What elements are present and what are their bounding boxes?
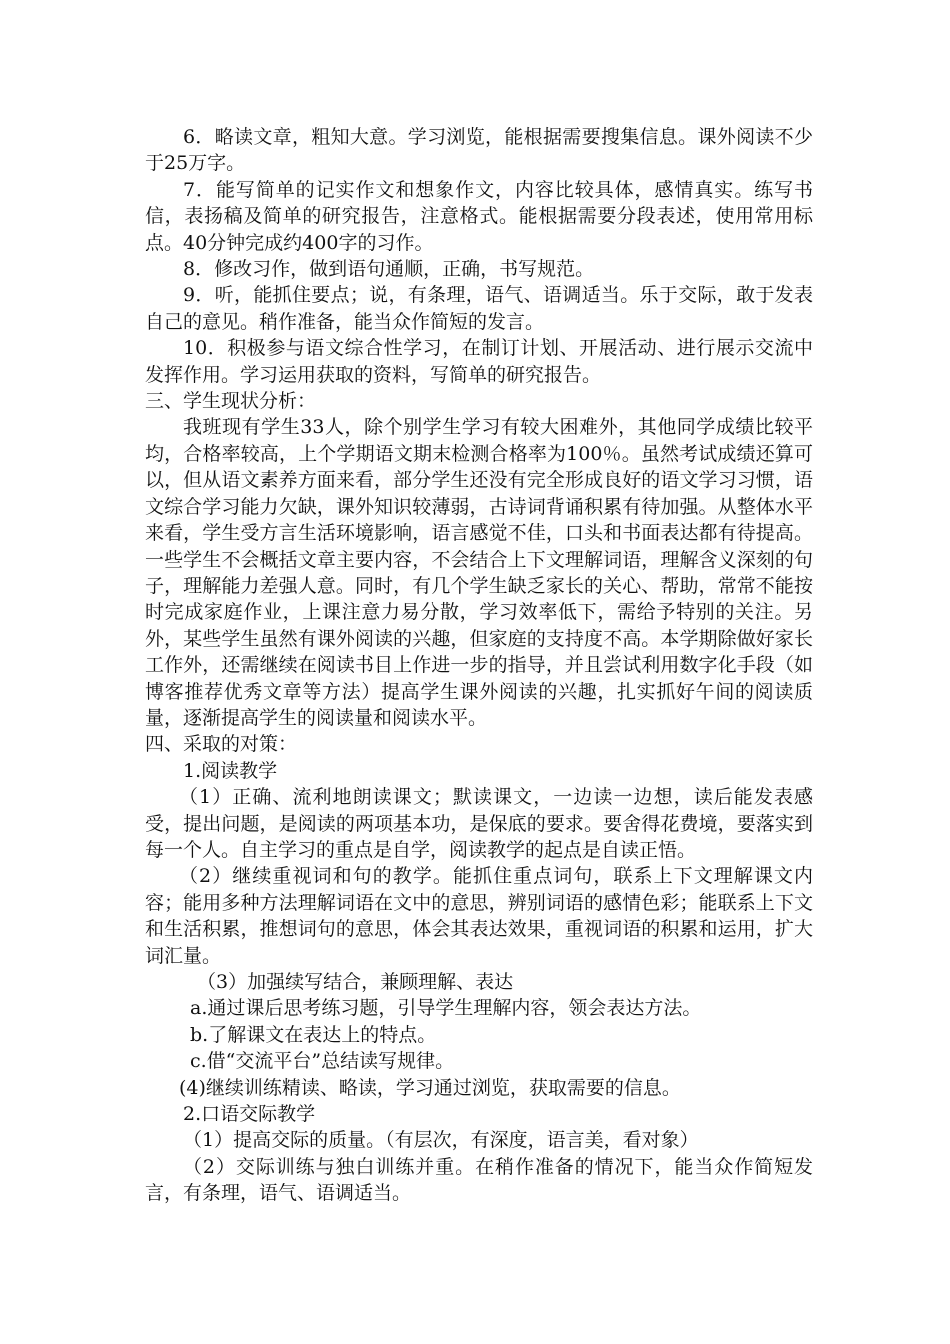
paragraph-item-8: 8．修改习作，做到语句通顺，正确，书写规范。 [183,258,595,281]
paragraph-reading-4: (4)继续训练精读、略读，学习通过浏览，获取需要的信息。 [179,1076,681,1099]
paragraph-reading-3: （3）加强续写结合，兼顾理解、表达 [197,971,514,993]
document-body [145,124,813,1207]
paragraph-item-7: 7．能写简单的记实作文和想象作文，内容比较具体，感情真实。练写书信，表扬稿及简单的研究报告，注意格式。能根据需要分段表述，使用常用标点。40分钟完成约400字的习作。 [145,178,813,254]
paragraph-reading-2: （2）继续重视词和句的教学。能抓住重点词句，联系上下文理解课文内容；能用多种方法理解词语在文中的意思，辨别词语的感情色彩；能联系上下文和生活积累，推想词句的意思，体会其表达效果，重视词语的积累和运用，扩大词汇量。 [145,865,813,967]
paragraph-oral-2: （2）交际训练与独白训练并重。在稍作准备的情况下，能当众作简短发言，有条理，语气、语调适当。 [145,1155,813,1205]
paragraph-item-9: 9．听，能抓住要点；说，有条理，语气、语调适当。乐于交际，敢于发表自己的意见。稍作准备，能当众作简短的发言。 [145,284,813,333]
paragraph-item-10: 10．积极参与语文综合性学习，在制订计划、开展活动、进行展示交流中发挥作用。学习运用获取的资料，写简单的研究报告。 [145,337,813,386]
list-item-c: c.借“交流平台”总结读写规律。 [190,1050,455,1073]
section-heading-measures: 四、采取的对策： [145,733,298,756]
paragraph-student-analysis: 我班现有学生33人，除个别学生学习有较大困难外，其他同学成绩比较平均，合格率较高，上个学期语文期末检测合格率为100％。虽然考试成绩还算可以，但从语文素养方面来看，部分学生还没有完全形成良好的语文学习习惯，语文综合学习能力欠缺，课外知识较薄弱，古诗词背诵积累有待加强。从整体水平来看，学生受方言生活环境影响，语言感觉不佳，口头和书面表达都有待提高。一些学生不会概括文章主要内容，不会结合上下文理解词语，理解含义深刻的句子，理解能力差强人意。同时，有几个学生缺乏家长的关心、帮助，常常不能按时完成家庭作业，上课注意力易分散，学习效率低下，需给予特别的关注。另外，某些学生虽然有课外阅读的兴趣，但家庭的支持度不高。本学期除做好家长工作外，还需继续在阅读书目上作进一步的指导，并且尝试利用数字化手段（如博客推荐优秀文章等方法）提高学生课外阅读的兴趣，扎实抓好午间的阅读质量，逐渐提高学生的阅读量和阅读水平。 [145,416,813,729]
list-item-a: a.通过课后思考练习题，引导学生理解内容，领会表达方法。 [190,997,702,1020]
subheading-reading-teaching: 1.阅读教学 [183,759,278,782]
subheading-oral-communication: 2.口语交际教学 [183,1103,316,1126]
list-item-b: b.了解课文在表达上的特点。 [190,1023,437,1046]
section-heading-student-analysis: 三、学生现状分析： [145,390,317,413]
paragraph-item-6: 6．略读文章，粗知大意。学习浏览，能根据需要搜集信息。课外阅读不少于25万字。 [145,126,813,175]
paragraph-reading-1: （1）正确、流利地朗读课文；默读课文，一边读一边想，读后能发表感受，提出问题，是阅读的两项基本功，是保底的要求。要舍得花费境，要落实到每一个人。自主学习的重点是自学，阅读教学的起点是自读正悟。 [145,786,813,861]
paragraph-oral-1: （1）提高交际的质量。（有层次，有深度，语言美，看对象） [183,1129,699,1152]
